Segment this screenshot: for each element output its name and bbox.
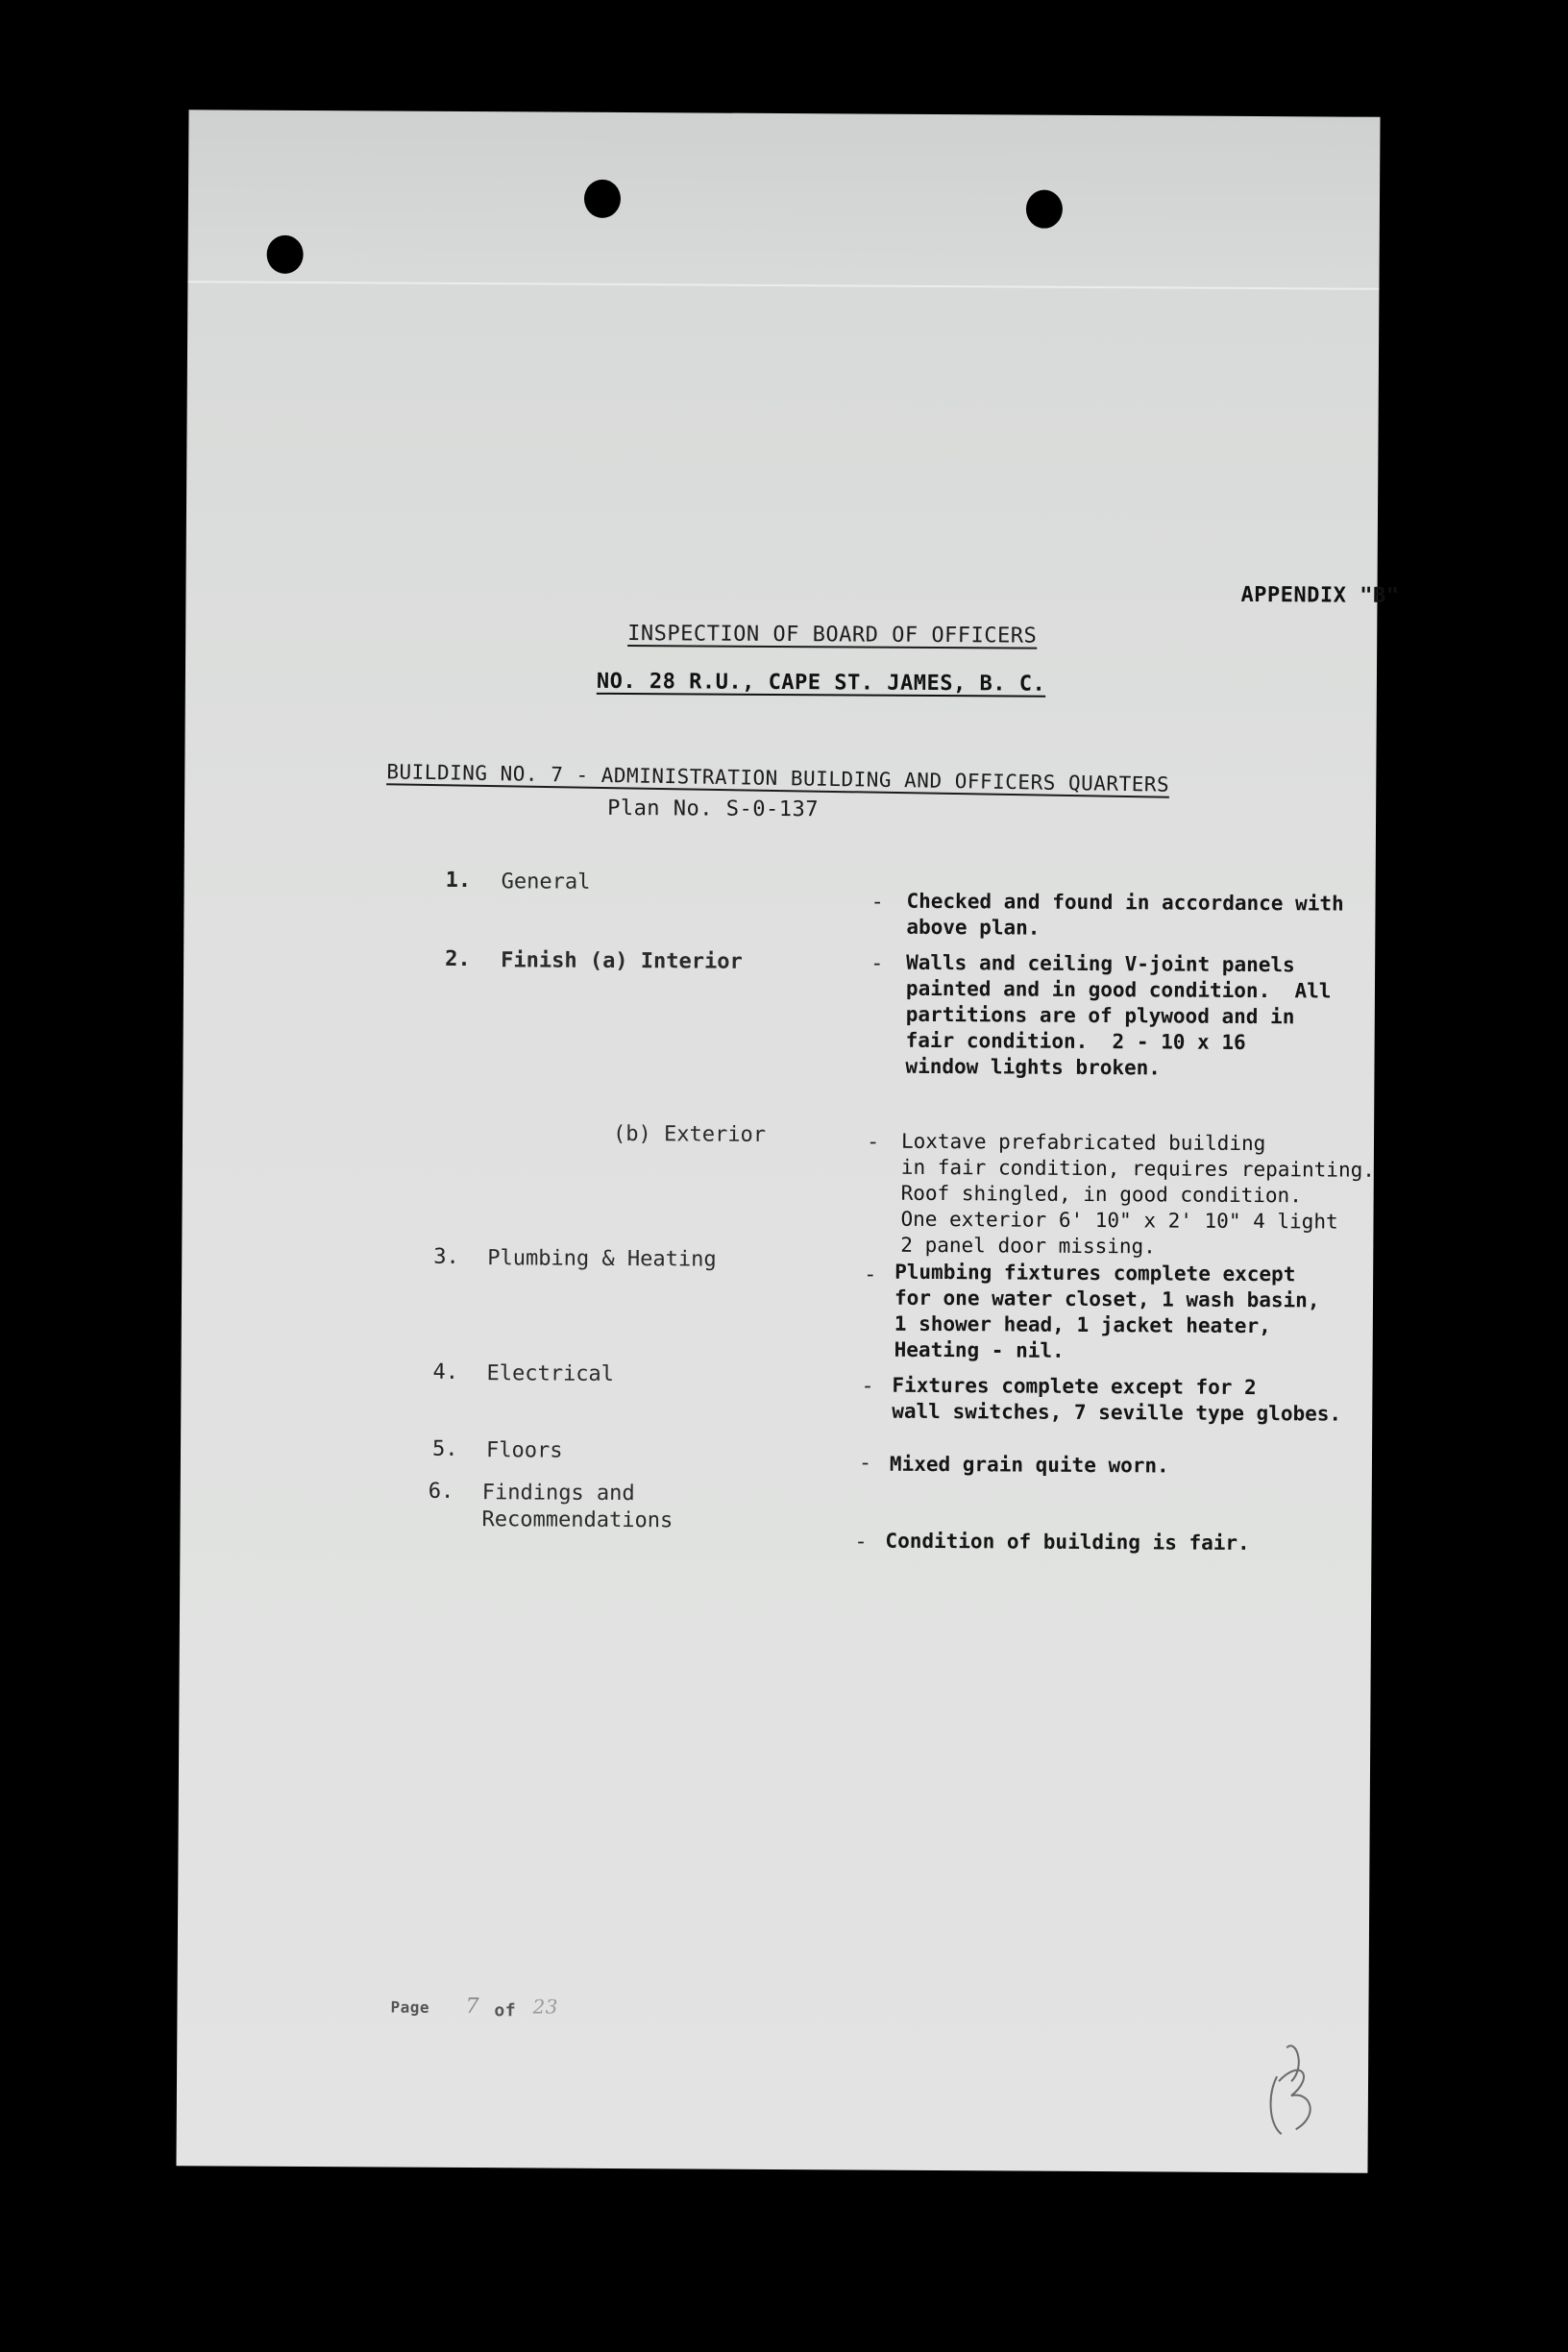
footer-page-number: 7 (465, 1995, 480, 2020)
item-dash: - (864, 1262, 877, 1287)
item-label: (b) Exterior (612, 1121, 767, 1147)
punch-hole (267, 235, 304, 274)
item-description (894, 1260, 1320, 1366)
desc-line: One exterior 6' 10" x 2' 10" 4 light (900, 1207, 1338, 1234)
fold-line (187, 281, 1379, 290)
item-label: Electrical (486, 1361, 615, 1386)
plan-number: Plan No. S-0-137 (607, 796, 820, 822)
item-dash: - (861, 1374, 874, 1399)
desc-line: above plan. (906, 915, 1041, 940)
desc-line: Walls and ceiling V-joint panels (906, 950, 1295, 977)
desc-line: window lights broken. (905, 1054, 1162, 1080)
desc-line: Loxtave prefabricated building (900, 1129, 1266, 1156)
desc-line: 1 shower head, 1 jacket heater, (894, 1311, 1271, 1338)
desc-line: in fair condition, requires repainting. (900, 1155, 1375, 1182)
item-label: Finish (a) Interior (501, 948, 743, 974)
item-number: 3. (433, 1244, 459, 1269)
item-number: 2. (445, 946, 471, 972)
item-dash: - (870, 951, 884, 976)
item-dash: - (866, 1130, 880, 1155)
desc-line: Checked and found in accordance with (906, 889, 1344, 916)
item-description (900, 1129, 1375, 1262)
item-label: Plumbing & Heating (487, 1246, 717, 1272)
desc-line: painted and in good condition. All (905, 976, 1332, 1003)
footer-page-word: Page (390, 1997, 430, 2017)
unit-heading: NO. 28 R.U., CAPE ST. JAMES, B. C. (596, 669, 1046, 697)
item-description (905, 950, 1331, 1083)
building-heading: BUILDING NO. 7 - ADMINISTRATION BUILDING AND OFFICERS QUARTERS (386, 760, 1170, 796)
desc-line: Heating - nil. (894, 1337, 1065, 1362)
item-description (885, 1529, 1249, 1556)
punch-hole (1026, 190, 1063, 229)
item-description (906, 889, 1343, 943)
item-dash: - (858, 1451, 872, 1476)
desc-line: Fixtures complete except for 2 (892, 1373, 1257, 1400)
footer-of-word: of (494, 2000, 517, 2021)
item-dash: - (854, 1530, 868, 1555)
item-number: 6. (428, 1479, 454, 1504)
item-description (890, 1452, 1169, 1480)
desc-line: wall switches, 7 seville type globes. (892, 1399, 1342, 1426)
item-number: 5. (431, 1436, 458, 1461)
desc-line: for one water closet, 1 wash basin, (894, 1286, 1320, 1312)
initials-signature (1258, 2038, 1326, 2153)
item-number: 4. (432, 1360, 459, 1384)
appendix-label: APPENDIX "B" (1240, 582, 1400, 608)
item-label: Floors (485, 1438, 563, 1463)
desc-line: Mixed grain quite worn. (889, 1452, 1169, 1478)
desc-line: 2 panel door missing. (900, 1233, 1156, 1259)
item-number: 1. (445, 868, 472, 894)
title-heading: INSPECTION OF BOARD OF OFFICERS (627, 622, 1038, 649)
desc-line: Condition of building is fair. (885, 1529, 1250, 1556)
desc-line: Roof shingled, in good condition. (900, 1181, 1302, 1208)
item-label: Findings and Recommendations (481, 1481, 674, 1533)
item-description (892, 1373, 1341, 1428)
desc-line: Plumbing fixtures complete except (894, 1260, 1296, 1286)
item-dash: - (870, 890, 884, 915)
item-label: General (501, 870, 591, 894)
punch-hole (584, 180, 621, 218)
desc-line: fair condition. 2 - 10 x 16 (905, 1028, 1246, 1054)
footer-total-pages: 23 (532, 1995, 559, 2019)
document-page (176, 110, 1400, 2173)
desc-line: partitions are of plywood and in (905, 1002, 1295, 1029)
